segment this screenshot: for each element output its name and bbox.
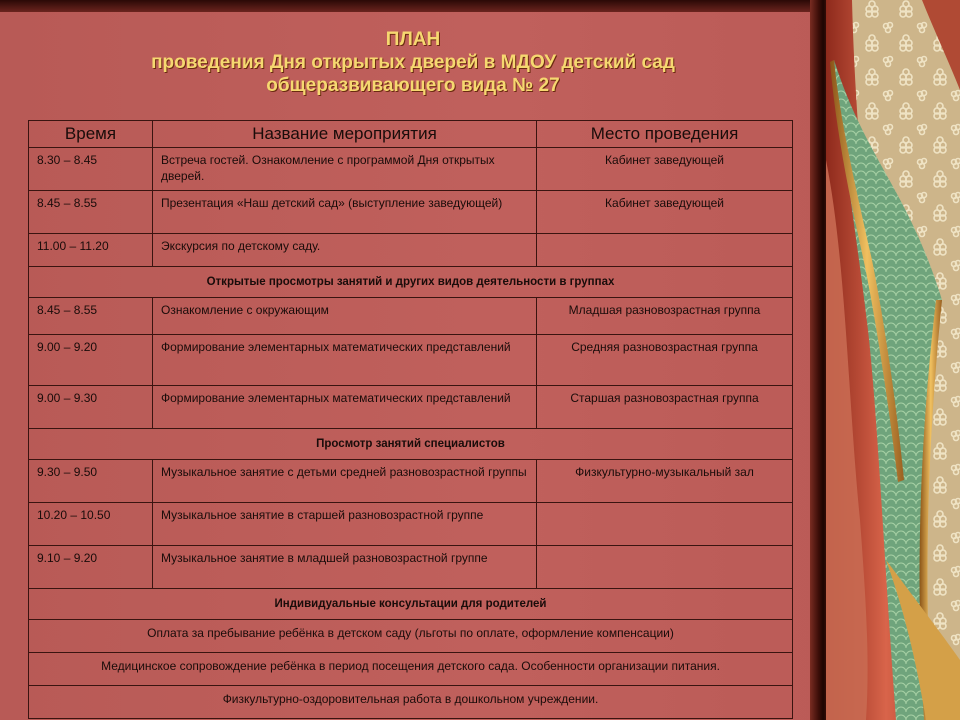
table-row <box>29 191 793 234</box>
cell-time: 9.10 – 9.20 <box>29 546 153 589</box>
consultation-item: Физкультурно-оздоровительная работа в дошкольном учреждении. <box>29 686 793 719</box>
cell-time: 9.00 – 9.20 <box>29 335 153 386</box>
section-heading-open-classes: Открытые просмотры занятий и других видов деятельности в группах <box>29 267 793 298</box>
title-line-1: ПЛАН <box>385 29 441 50</box>
consultation-row <box>29 686 793 719</box>
cell-place <box>537 503 793 546</box>
table-header-row <box>29 121 793 148</box>
cell-time: 11.00 – 11.20 <box>29 234 153 267</box>
decorative-floral-ribbons <box>826 0 960 720</box>
table-row <box>29 460 793 503</box>
table-row <box>29 546 793 589</box>
cell-place: Старшая разновозрастная группа <box>537 386 793 429</box>
table-row <box>29 386 793 429</box>
cell-place <box>537 234 793 267</box>
title-line-3: общеразвивающего вида № 27 <box>266 75 560 96</box>
section-heading-specialists: Просмотр занятий специалистов <box>29 429 793 460</box>
cell-place: Кабинет заведующей <box>537 191 793 234</box>
consultation-row <box>29 620 793 653</box>
table-row <box>29 335 793 386</box>
section-row <box>29 429 793 460</box>
header-place: Место проведения <box>537 121 793 148</box>
cell-time: 8.45 – 8.55 <box>29 191 153 234</box>
consultation-item: Оплата за пребывание ребёнка в детском саду (льготы по оплате, оформление компенсации) <box>29 620 793 653</box>
cell-event: Музыкальное занятие с детьми средней разновозрастной группы <box>153 460 537 503</box>
cell-event: Встреча гостей. Ознакомление с программой Дня открытых дверей. <box>153 148 537 191</box>
cell-time: 8.45 – 8.55 <box>29 298 153 335</box>
cell-place: Физкультурно-музыкальный зал <box>537 460 793 503</box>
consultation-item: Медицинское сопровождение ребёнка в период посещения детского сада. Особенности организации питания. <box>29 653 793 686</box>
cell-time: 10.20 – 10.50 <box>29 503 153 546</box>
section-row <box>29 267 793 298</box>
cell-place: Кабинет заведующей <box>537 148 793 191</box>
cell-event: Формирование элементарных математических представлений <box>153 386 537 429</box>
cell-event: Экскурсия по детскому саду. <box>153 234 537 267</box>
section-heading-consultations: Индивидуальные консультации для родителей <box>29 589 793 620</box>
consultation-row <box>29 653 793 686</box>
title-line-2: проведения Дня открытых дверей в МДОУ детский сад <box>151 52 675 73</box>
cell-event: Музыкальное занятие в старшей разновозрастной группе <box>153 503 537 546</box>
table-row <box>29 298 793 335</box>
page-title <box>0 28 826 97</box>
cell-event: Ознакомление с окружающим <box>153 298 537 335</box>
cell-event: Формирование элементарных математических представлений <box>153 335 537 386</box>
top-band <box>0 0 826 12</box>
header-time: Время <box>29 121 153 148</box>
header-event: Название мероприятия <box>153 121 537 148</box>
cell-place: Младшая разновозрастная группа <box>537 298 793 335</box>
table-row <box>29 503 793 546</box>
table-row <box>29 234 793 267</box>
cell-event: Презентация «Наш детский сад» (выступление заведующей) <box>153 191 537 234</box>
cell-place: Средняя разновозрастная группа <box>537 335 793 386</box>
cell-place <box>537 546 793 589</box>
cell-time: 9.00 – 9.30 <box>29 386 153 429</box>
cell-time: 8.30 – 8.45 <box>29 148 153 191</box>
section-row <box>29 589 793 620</box>
table-row <box>29 148 793 191</box>
schedule-table <box>28 120 793 719</box>
cell-event: Музыкальное занятие в младшей разновозрастной группе <box>153 546 537 589</box>
cell-time: 9.30 – 9.50 <box>29 460 153 503</box>
